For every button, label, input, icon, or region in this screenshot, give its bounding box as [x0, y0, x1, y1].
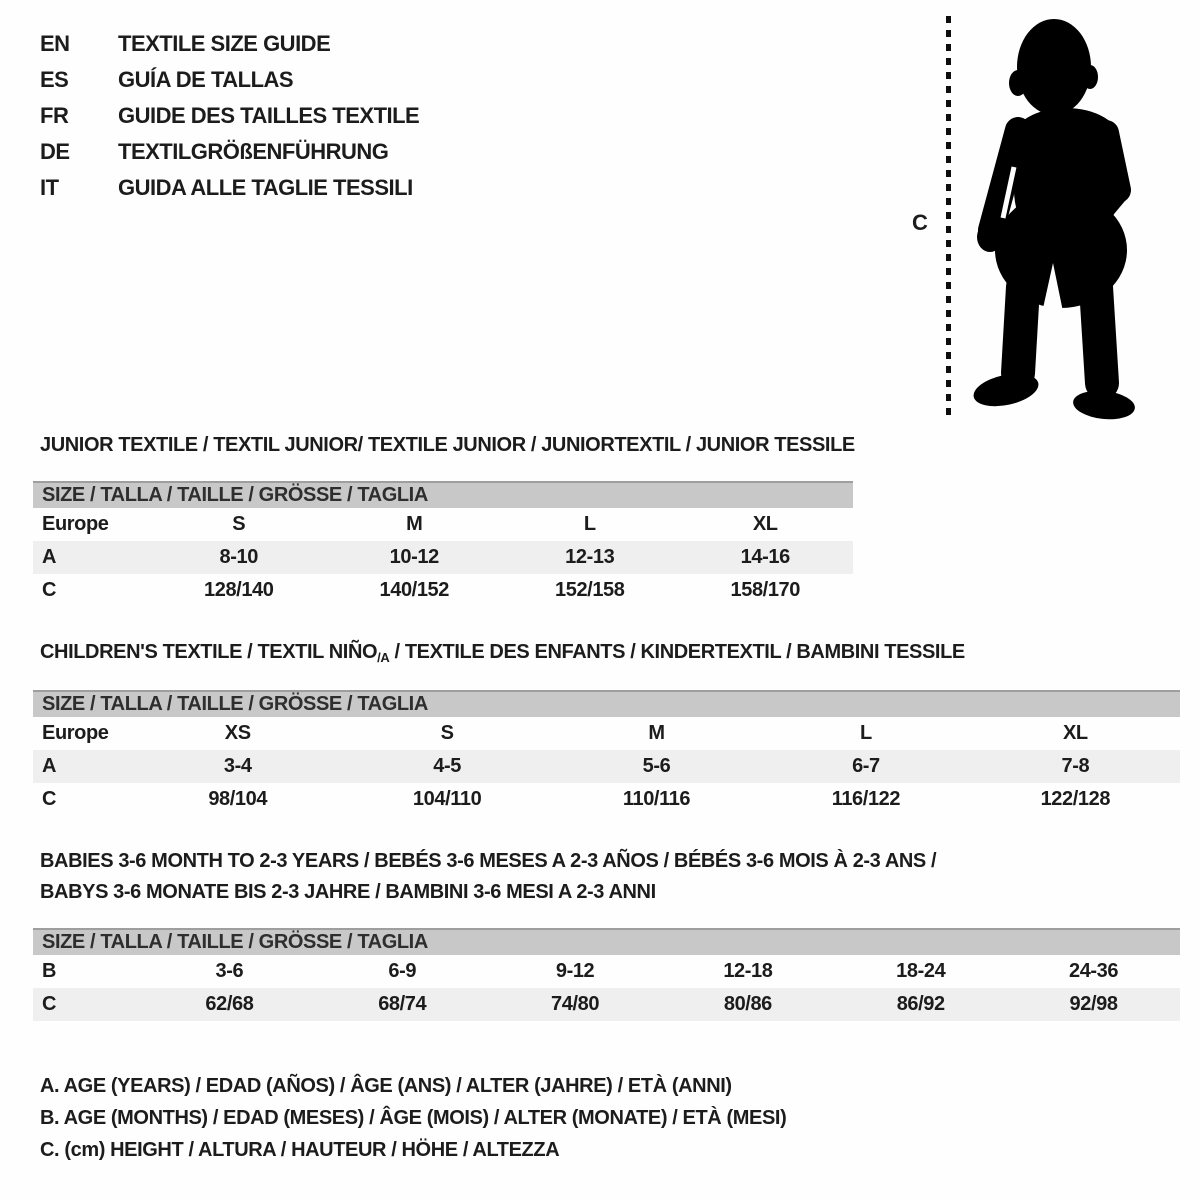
table-cell: XL [752, 513, 778, 535]
table-cell: 7-8 [1061, 755, 1090, 777]
row-label: Europe [42, 513, 109, 535]
table-cell: 116/122 [831, 788, 901, 810]
table-cell: 98/104 [208, 788, 268, 810]
table-cell: M [648, 722, 665, 744]
table-cell: 92/98 [1069, 993, 1118, 1015]
lang-row-de [40, 134, 419, 170]
table-cell: 110/116 [622, 788, 691, 810]
row-label: B [42, 960, 57, 982]
table-cell: 6-9 [388, 960, 417, 982]
babies-size-table [33, 928, 1180, 1021]
table-row [33, 750, 1180, 783]
babies-heading-line1: BABIES 3-6 MONTH TO 2-3 YEARS / BEBÉS 3-6 MESES A 2-3 AÑOS / BÉBÉS 3-6 MOIS À 2-3 ANS / [40, 850, 937, 872]
table-cell: 12-13 [565, 546, 615, 568]
legend-line-b: B. AGE (MONTHS) / EDAD (MESES) / ÂGE (MOIS) / ALTER (MONATE) / ETÀ (MESI) [40, 1107, 787, 1129]
row-label: A [42, 755, 57, 777]
row-label: C [42, 788, 57, 810]
table-cell: 4-5 [433, 755, 461, 777]
table-cell: 10-12 [389, 546, 439, 568]
table-cell: 6-7 [852, 755, 880, 777]
size-header-band [33, 690, 1180, 717]
table-cell: 140/152 [379, 579, 449, 601]
table-row [33, 717, 1180, 750]
toddler-silhouette-icon [966, 14, 1138, 426]
table-cell: 128/140 [204, 579, 274, 601]
height-measure-dashed-line [946, 16, 951, 416]
lang-title: GUIDE DES TAILLES TEXTILE [118, 103, 420, 128]
lang-row-es [40, 62, 419, 98]
lang-code: IT [40, 175, 59, 200]
table-row [33, 988, 1180, 1021]
table-cell: 86/92 [896, 993, 945, 1015]
children-heading-pre: CHILDREN'S TEXTILE / TEXTIL NIÑO [40, 641, 378, 663]
lang-row-en [40, 26, 419, 62]
lang-row-it [40, 170, 419, 206]
table-row [33, 574, 853, 607]
size-header-label: SIZE / TALLA / TAILLE / GRÖSSE / TAGLIA [42, 484, 428, 506]
row-label: A [42, 546, 57, 568]
children-heading-post: / TEXTILE DES ENFANTS / KINDERTEXTIL / BAMBINI TESSILE [389, 641, 965, 663]
row-label: C [42, 579, 57, 601]
junior-size-table [33, 481, 853, 607]
legend-line-a: A. AGE (YEARS) / EDAD (AÑOS) / ÂGE (ANS) / ALTER (JAHRE) / ETÀ (ANNI) [40, 1075, 732, 1097]
table-cell: 74/80 [551, 993, 600, 1015]
table-cell: 62/68 [205, 993, 254, 1015]
table-cell: 104/110 [412, 788, 482, 810]
lang-code: EN [40, 31, 70, 56]
table-cell: S [440, 722, 454, 744]
language-title-list [40, 26, 419, 206]
height-measure-label: C [912, 210, 928, 235]
table-cell: 3-6 [215, 960, 244, 982]
table-cell: XS [224, 722, 251, 744]
lang-code: ES [40, 67, 69, 92]
table-cell: 24-36 [1068, 960, 1119, 982]
children-section-heading [40, 641, 965, 665]
table-row [33, 541, 853, 574]
lang-row-fr [40, 98, 419, 134]
measurement-legend [40, 1070, 786, 1166]
babies-heading-line2: BABYS 3-6 MONATE BIS 2-3 JAHRE / BAMBINI 3-6 MESI A 2-3 ANNI [40, 881, 656, 903]
table-cell: L [860, 722, 872, 744]
table-cell: S [232, 513, 246, 535]
table-cell: 12-18 [723, 960, 773, 982]
table-cell: L [583, 513, 596, 535]
table-cell: 3-4 [223, 755, 252, 777]
table-row [33, 955, 1180, 988]
table-cell: 122/128 [1040, 788, 1111, 810]
table-row [33, 508, 853, 541]
size-header-band [33, 481, 853, 508]
table-cell: M [406, 513, 423, 535]
children-heading-sub: /A [377, 650, 390, 665]
row-label: C [42, 993, 57, 1015]
children-size-table [33, 690, 1180, 816]
lang-code: DE [40, 139, 70, 164]
legend-line-c: C. (cm) HEIGHT / ALTURA / HAUTEUR / HÖHE / ALTEZZA [40, 1139, 560, 1161]
table-cell: 18-24 [896, 960, 946, 982]
lang-title: GUIDA ALLE TAGLIE TESSILI [118, 175, 413, 200]
babies-section-heading [40, 846, 936, 908]
table-row [33, 783, 1180, 816]
lang-title: GUÍA DE TALLAS [118, 67, 294, 92]
table-cell: 80/86 [723, 993, 772, 1015]
table-cell: 158/170 [730, 579, 800, 601]
table-cell: 14-16 [740, 546, 790, 568]
lang-title: TEXTILGRÖßENFÜHRUNG [118, 139, 389, 164]
lang-code: FR [40, 103, 69, 128]
size-header-label: SIZE / TALLA / TAILLE / GRÖSSE / TAGLIA [42, 931, 428, 953]
table-cell: 9-12 [555, 960, 595, 982]
table-cell: 5-6 [642, 755, 671, 777]
table-cell: 152/158 [555, 579, 625, 601]
size-header-label: SIZE / TALLA / TAILLE / GRÖSSE / TAGLIA [42, 693, 428, 715]
table-cell: XL [1062, 722, 1088, 744]
lang-title: TEXTILE SIZE GUIDE [118, 31, 331, 56]
size-header-band [33, 928, 1180, 955]
junior-section-heading: JUNIOR TEXTILE / TEXTIL JUNIOR/ TEXTILE JUNIOR / JUNIORTEXTIL / JUNIOR TESSILE [40, 434, 855, 456]
table-cell: 8-10 [219, 546, 258, 568]
table-cell: 68/74 [378, 993, 427, 1015]
row-label: Europe [42, 722, 109, 744]
